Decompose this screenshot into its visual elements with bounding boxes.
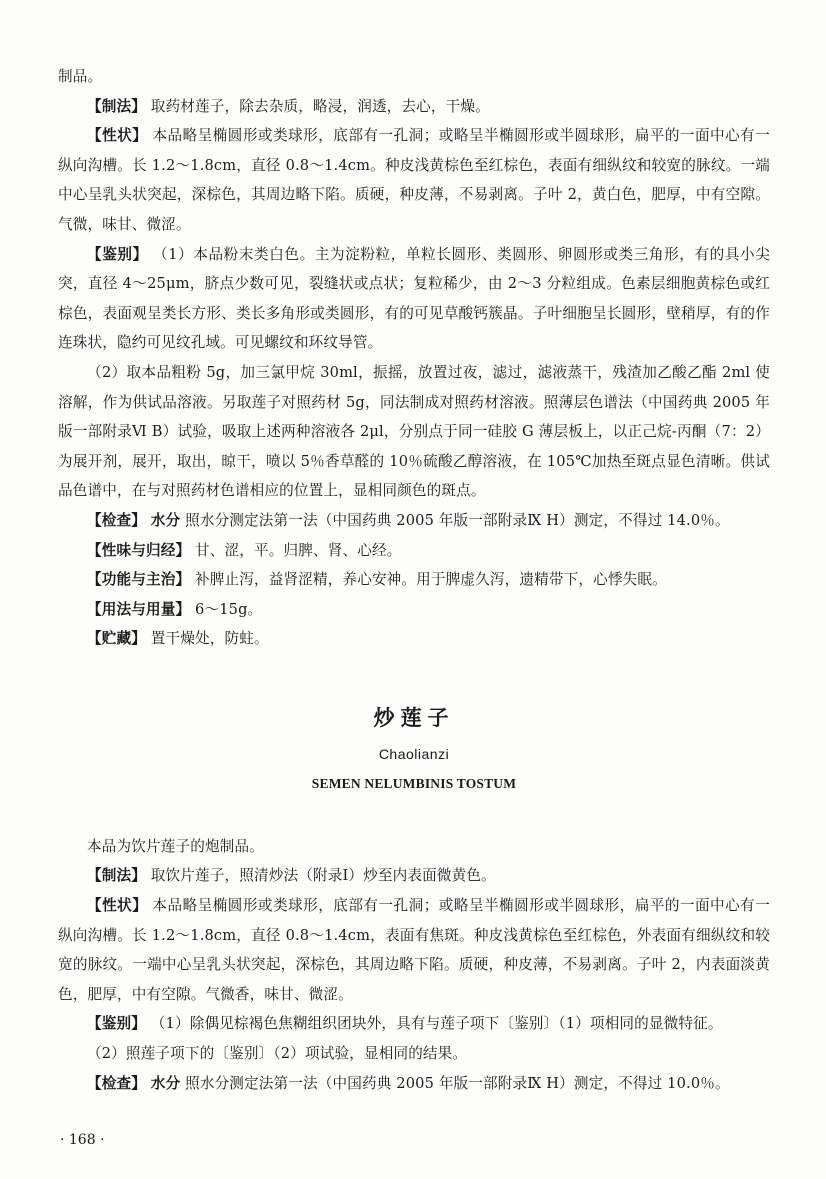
intro-tail: 制品。 [58, 68, 103, 85]
text-jianbie: （1）本品粉末类白色。主为淀粉粒，单粒长圆形、类圆形、卵圆形或类三角形，有的具小尖突，直径 4～25μm，脐点少数可见，裂缝状或点状；复粒稀少，由 2～3 分粒组成。色素层细胞黄棕色或红棕色，表面观呈类长方形、类长多角形或类圆形，有的可见草酸钙簇晶。子叶细胞呈长圆形，壁稍厚，有的作连珠状，隐约可见纹孔域。可见螺纹和环纹导管。 [58, 245, 770, 352]
label-xingzhuang: 【性状】 [87, 127, 148, 145]
entry-text-jianbie-2: （2）照莲子项下的〔鉴别〕（2）项试验，显相同的结果。 [87, 1045, 468, 1063]
section-xingzhuang [58, 121, 770, 239]
section-zhucang [58, 624, 770, 654]
entry-latin-name: SEMEN NELUMBINIS TOSTUM [311, 775, 517, 791]
section-zhifa [58, 92, 770, 122]
text-yongfa: 6～15g。 [195, 600, 263, 618]
text-xingzhuang: 本品略呈椭圆形或类球形，底部有一孔洞；或略呈半椭圆形或半圆球形，扁平的一面中心有一纵向沟槽。长 1.2～1.8cm，直径 0.8～1.4cm。种皮浅黄棕色至红棕色，表面有细纵纹和较宽的脉纹。一端中心呈乳头状突起，深棕色，其周边略下陷。质硬，种皮薄，不易剥离。子叶 2，黄白色，肥厚，中有空隙。气微，味甘、微涩。 [58, 127, 771, 233]
text-zhifa: 取药材莲子，除去杂质，略浸，润透，去心，干燥。 [150, 97, 490, 115]
text-zhucang: 置干燥处，防蛀。 [150, 630, 269, 648]
entry-label-xingzhuang: 【性状】 [87, 897, 148, 915]
entry-text-zhifa: 取饮片莲子，照清炒法（附录Ⅰ）炒至内表面微黄色。 [150, 867, 496, 885]
entry-text-xingzhuang: 本品略呈椭圆形或类球形，底部有一孔洞；或略呈半椭圆形或半圆球形，扁平的一面中心有一纵向沟槽。长 1.2～1.8cm，直径 0.8～1.4cm，表面有焦斑。种皮浅黄棕色至红棕色，外表面有细纵纹和较宽的脉纹。一端中心呈乳头状突起，深棕色，其周边略下陷。质硬，种皮薄，不易剥离。子叶 2，内表面淡黄色，肥厚，中有空隙。气微香，味甘、微涩。 [58, 897, 771, 1003]
label-jianbie: 【鉴别】 [87, 245, 148, 263]
text-jiancha: 照水分测定法第一法（中国药典 2005 年版一部附录Ⅸ H）测定，不得过 14.0％。 [185, 511, 730, 529]
text-jianbie-2: （2）取本品粗粉 5g，加三氯甲烷 30ml，振摇，放置过夜，滤过，滤液蒸干，残渣加乙酸乙酯 2ml 使溶解，作为供试品溶液。另取莲子对照药材 5g，同法制成对照药材溶液。照薄层色谱法（中国药典 2005 年版一部附录Ⅵ B）试验，吸取上述两种溶液各 2μl，分别点于同一硅胶 G 薄层板上，以正己烷-丙酮（7：2）为展开剂，展开，取出，晾干，喷以 5％香草醛的 10％硫酸乙醇溶液，在 105℃加热至斑点显色清晰。供试品色谱中，在与对照药材色谱相应的位置上，显相同颜色的斑点。 [58, 363, 770, 500]
entry-section-xingzhuang [58, 891, 770, 1009]
section-jiancha [58, 506, 770, 536]
entry-section-zhifa [58, 861, 770, 891]
section-xingwei [58, 536, 770, 566]
entry-pinyin: Chaolianzi [378, 745, 450, 762]
section-yongfa [58, 595, 770, 625]
page-number: · 168 · [60, 1132, 105, 1148]
page-content [58, 62, 770, 1098]
entry-label-zhifa: 【制法】 [87, 867, 146, 885]
sublabel-water: 水分 [150, 511, 181, 529]
label-zhucang: 【贮藏】 [87, 630, 146, 648]
entry-text-jiancha: 照水分测定法第一法（中国药典 2005 年版一部附录Ⅸ H）测定，不得过 10.0％。 [185, 1074, 730, 1092]
text-gongneng: 补脾止泻，益肾涩精，养心安神。用于脾虚久泻，遗精带下，心悸失眠。 [195, 571, 667, 589]
entry-label-jiancha: 【检查】 [87, 1074, 146, 1092]
text-xingwei: 甘、涩，平。归脾、肾、心经。 [195, 541, 402, 559]
entry-section-jianbie [58, 1009, 770, 1039]
entry-sublabel-water: 水分 [150, 1074, 181, 1092]
entry-title-block [58, 704, 770, 794]
label-xingwei: 【性味与归经】 [87, 541, 191, 559]
label-zhifa: 【制法】 [87, 97, 146, 115]
entry-text-jianbie: （1）除偶见棕褐色焦糊组织团块外，具有与莲子项下〔鉴别〕（1）项相同的显微特征。 [150, 1015, 723, 1033]
label-gongneng: 【功能与主治】 [87, 571, 191, 589]
entry-title: 炒莲子 [373, 705, 455, 730]
entry-section-jiancha [58, 1069, 770, 1099]
entry-label-jianbie: 【鉴别】 [87, 1015, 146, 1033]
label-yongfa: 【用法与用量】 [87, 600, 191, 618]
section-gongneng [58, 565, 770, 595]
label-jiancha: 【检查】 [87, 511, 146, 529]
entry-intro: 本品为饮片莲子的炮制品。 [87, 837, 264, 855]
section-jianbie [58, 240, 770, 358]
